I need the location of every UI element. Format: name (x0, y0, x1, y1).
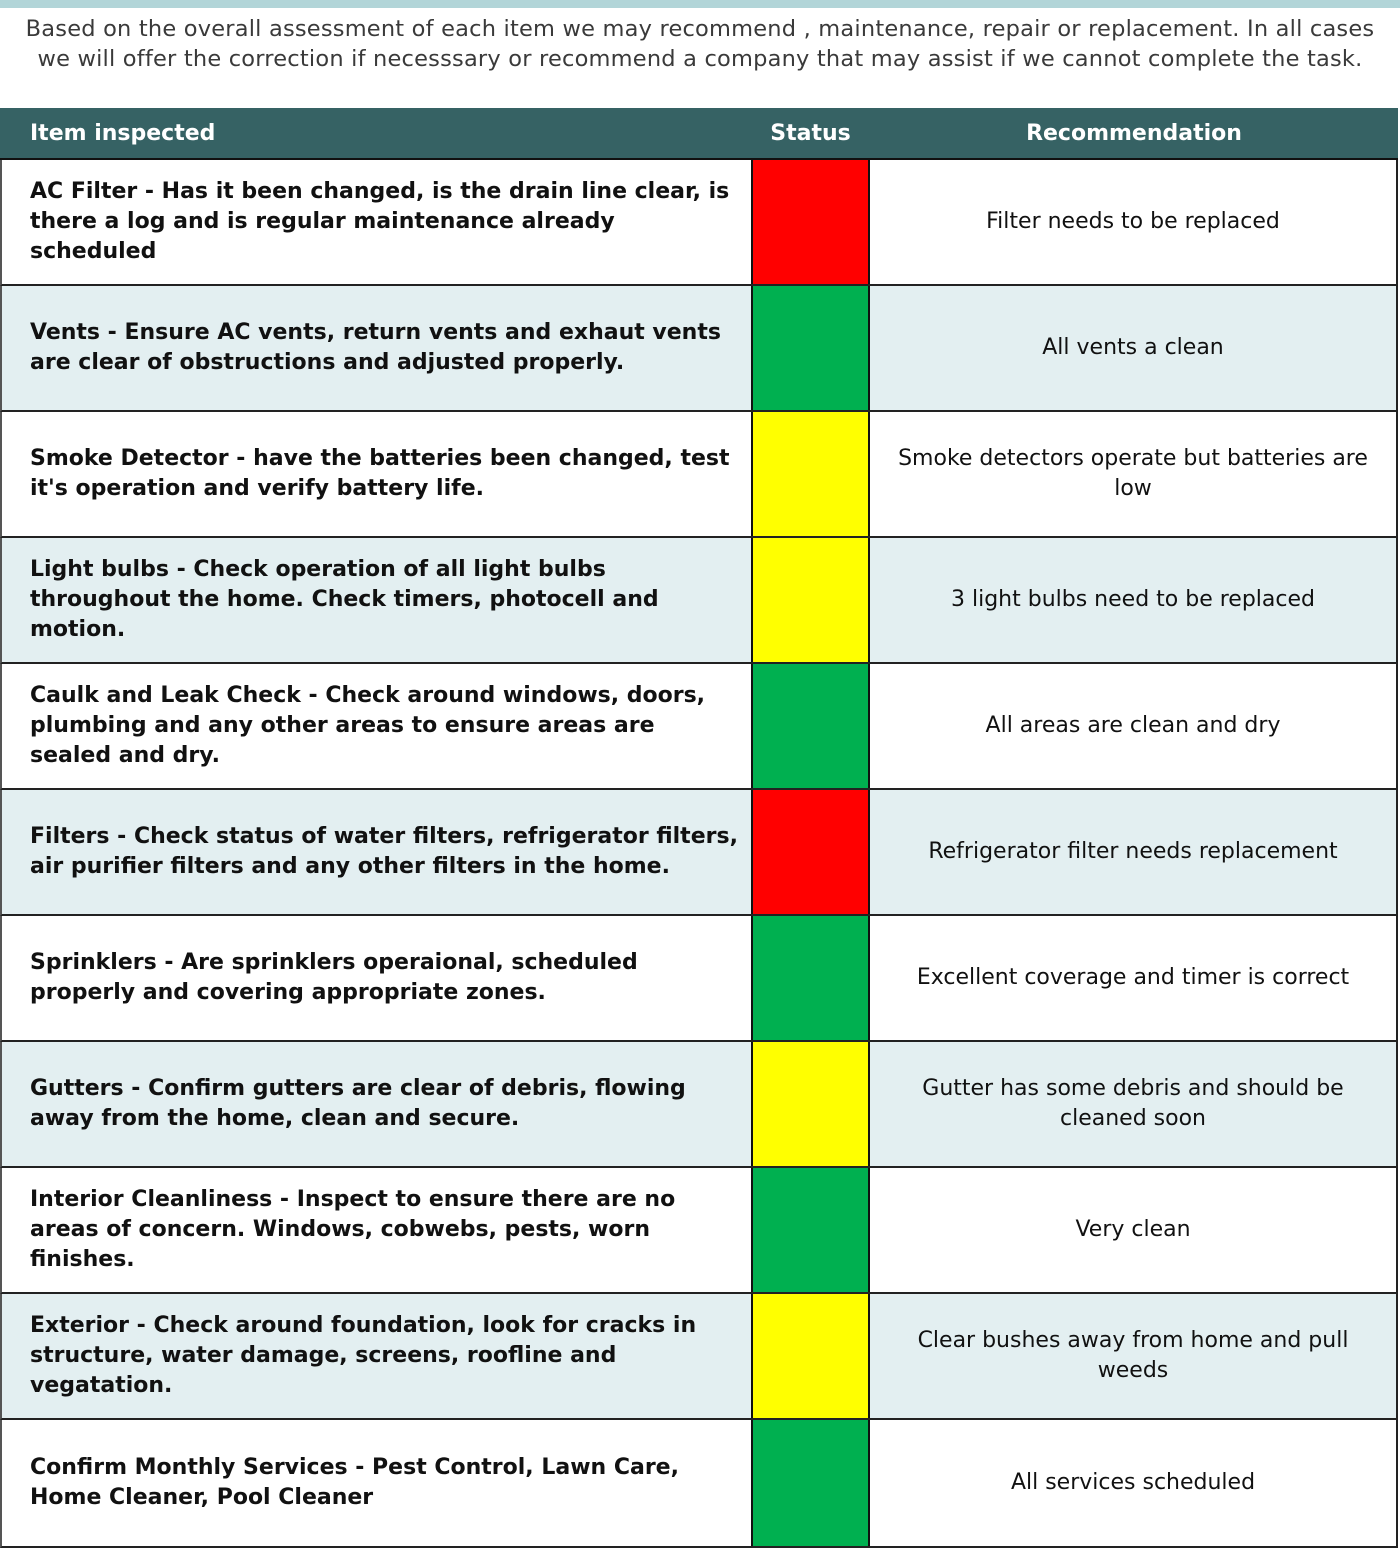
status-indicator-green (751, 286, 870, 410)
item-inspected-cell: Sprinklers - Are sprinklers operaional, scheduled properly and covering appropriate zones. (30, 950, 638, 1005)
table-row (0, 412, 1398, 538)
table-row (0, 916, 1398, 1042)
table-row (0, 1420, 1398, 1548)
header-item-inspected: Item inspected (30, 120, 216, 146)
status-indicator-green (751, 1420, 870, 1546)
table-header-row (0, 108, 1398, 160)
table-row (0, 1042, 1398, 1168)
item-inspected-cell: Vents - Ensure AC vents, return vents and exhaut vents are clear of obstructions and adjusted properly. (30, 320, 721, 375)
status-indicator-green (751, 916, 870, 1040)
table-row (0, 160, 1398, 286)
item-inspected-cell: Filters - Check status of water filters, refrigerator filters, air purifier filters and any other filters in the home. (30, 824, 738, 879)
item-inspected-cell: Exterior - Check around foundation, look for cracks in structure, water damage, screens, roofline and vegatation. (30, 1313, 697, 1398)
status-indicator-yellow (751, 1294, 870, 1418)
recommendation-cell: All services scheduled (1010, 1470, 1256, 1495)
item-inspected-cell: Confirm Monthly Services - Pest Control, Lawn Care, Home Cleaner, Pool Cleaner (30, 1455, 679, 1510)
table-row (0, 664, 1398, 790)
recommendation-cell: Very clean (1075, 1217, 1191, 1242)
item-inspected-cell: AC Filter - Has it been changed, is the drain line clear, is there a log and is regular maintenance already scheduled (30, 179, 730, 264)
recommendation-cell: Filter needs to be replaced (986, 209, 1280, 234)
table-row (0, 1168, 1398, 1294)
intro-paragraph: Based on the overall assessment of each item we may recommend , maintenance, repair or replacement. In all cases we will offer the correction if necesssary or recommend a company that may assist if we cannot complete the task. (25, 16, 1375, 72)
table-row (0, 790, 1398, 916)
header-recommendation: Recommendation (1026, 120, 1242, 146)
status-indicator-green (751, 1168, 870, 1292)
status-indicator-yellow (751, 1042, 870, 1166)
recommendation-cell: Refrigerator filter needs replacement (928, 839, 1338, 864)
header-status: Status (770, 120, 851, 146)
status-indicator-red (751, 790, 870, 914)
top-accent-strip (0, 0, 1400, 8)
recommendation-cell: All areas are clean and dry (985, 713, 1281, 738)
recommendation-cell: Clear bushes away from home and pull weeds (917, 1328, 1349, 1383)
status-indicator-yellow (751, 412, 870, 536)
recommendation-cell: Gutter has some debris and should be cleaned soon (922, 1076, 1344, 1131)
status-indicator-red (751, 160, 870, 284)
item-inspected-cell: Gutters - Confirm gutters are clear of debris, flowing away from the home, clean and secure. (30, 1076, 686, 1131)
item-inspected-cell: Interior Cleanliness - Inspect to ensure there are no areas of concern. Windows, cobwebs, pests, worn finishes. (30, 1187, 676, 1272)
recommendation-cell: Excellent coverage and timer is correct (916, 965, 1350, 990)
table-row (0, 286, 1398, 412)
status-indicator-green (751, 664, 870, 788)
recommendation-cell: All vents a clean (1042, 335, 1224, 360)
item-inspected-cell: Light bulbs - Check operation of all light bulbs throughout the home. Check timers, photocell and motion. (30, 557, 659, 642)
status-indicator-yellow (751, 538, 870, 662)
recommendation-cell: Smoke detectors operate but batteries are low (898, 446, 1368, 501)
recommendation-cell: 3 light bulbs need to be replaced (951, 587, 1315, 612)
inspection-table (0, 108, 1398, 1548)
table-row (0, 1294, 1398, 1420)
item-inspected-cell: Caulk and Leak Check - Check around windows, doors, plumbing and any other areas to ensure areas are sealed and dry. (30, 683, 706, 768)
item-inspected-cell: Smoke Detector - have the batteries been changed, test it's operation and verify battery life. (30, 446, 730, 501)
table-row (0, 538, 1398, 664)
